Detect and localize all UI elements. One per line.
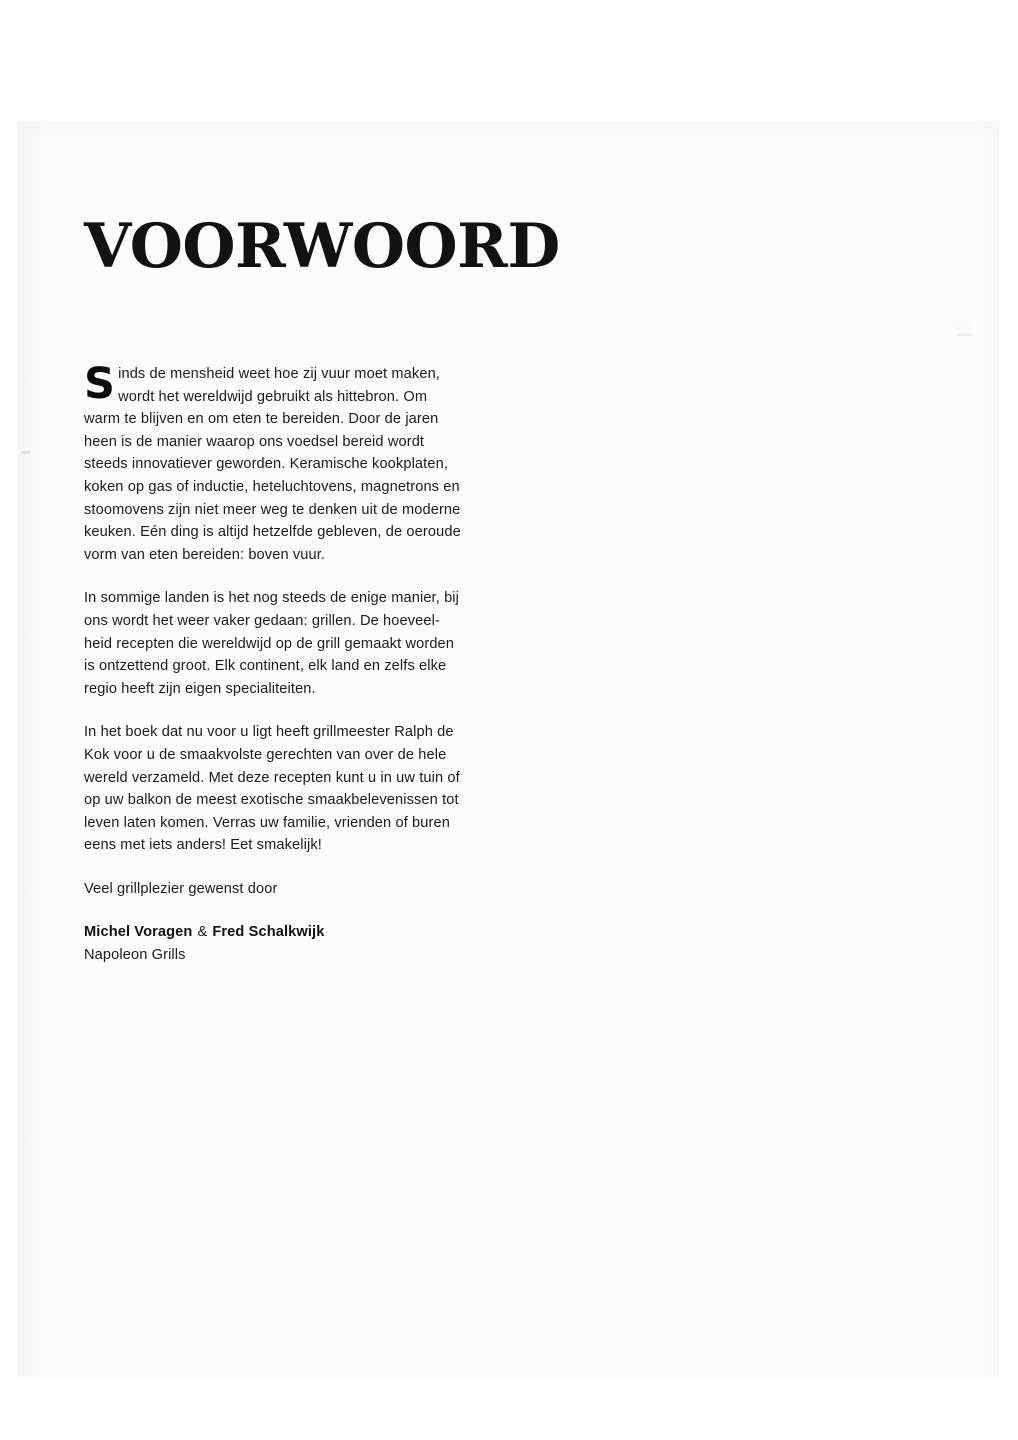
paragraph-3-line-4: op uw balkon de meest exotische smaakbelevenissen tot xyxy=(84,792,459,809)
paragraph-1-line-1: inds de mensheid weet hoe zij vuur moet maken, xyxy=(118,366,440,382)
page-title: VOORWOORD xyxy=(84,211,560,282)
signature-names xyxy=(84,921,496,944)
signature-block xyxy=(84,921,496,966)
paragraph-3-line-1: In het boek dat nu voor u ligt heeft grillmeester Ralph de xyxy=(84,724,454,741)
signatory-first-name: Michel Voragen xyxy=(84,924,193,941)
paragraph-2 xyxy=(84,587,496,700)
signature-company: Napoleon Grills xyxy=(84,947,186,964)
paragraph-3-line-6: eens met iets anders! Eet smakelijk! xyxy=(84,837,322,854)
paragraph-3-line-5: leven laten komen. Verras uw familie, vrienden of buren xyxy=(84,814,450,831)
paragraph-1 xyxy=(84,359,496,566)
scan-artifact-speck-left xyxy=(21,451,30,454)
paragraph-3-line-2: Kok voor u de smaakvolste gerechten van over de hele xyxy=(84,746,447,763)
signature-ampersand: & xyxy=(197,924,208,941)
scan-artifact-smudge-right xyxy=(952,320,972,330)
paragraph-1-line-6: koken op gas of inductie, heteluchtovens, magnetrons en xyxy=(84,478,460,495)
paragraph-1-line-7: stoomovens zijn niet meer weg te denken uit de moderne xyxy=(84,501,461,518)
paragraph-2-line-4: is ontzettend groot. Elk continent, elk land en zelfs elke xyxy=(84,658,447,675)
paragraph-2-line-5: regio heeft zijn eigen specialiteiten. xyxy=(84,680,316,697)
paragraph-2-line-1: In sommige landen is het nog steeds de enige manier, bij xyxy=(84,590,460,607)
paragraph-1-line-8: keuken. Eén ding is altijd hetzelfde gebleven, de oeroude xyxy=(84,524,461,541)
paragraph-1-line-9: vorm van eten bereiden: boven vuur. xyxy=(84,546,326,563)
drop-cap-letter: S xyxy=(84,359,116,409)
paragraph-3 xyxy=(84,721,496,857)
paragraph-1-line-5: steeds innovatiever geworden. Keramische kookplaten, xyxy=(84,456,448,473)
paragraph-2-line-3: heid recepten die wereldwijd op de grill gemaakt worden xyxy=(84,635,455,652)
paragraph-3-line-3: wereld verzameld. Met deze recepten kunt u in uw tuin of xyxy=(84,769,460,786)
paragraph-1-line-2: wordt het wereldwijd gebruikt als hittebron. Om xyxy=(118,388,428,405)
closing-line: Veel grillplezier gewenst door xyxy=(84,880,278,897)
paragraph-2-line-2: ons wordt het weer vaker gedaan: grillen. De hoeveel- xyxy=(84,612,440,629)
signatory-second-name: Fred Schalkwijk xyxy=(212,924,325,941)
foreword-body xyxy=(84,359,496,967)
paragraph-1-line-3: warm te blijven en om eten te bereiden. Door de jaren xyxy=(84,411,439,428)
scan-artifact-speck-right xyxy=(958,333,972,336)
paragraph-1-line-4: heen is de manier waarop ons voedsel bereid wordt xyxy=(84,433,425,450)
